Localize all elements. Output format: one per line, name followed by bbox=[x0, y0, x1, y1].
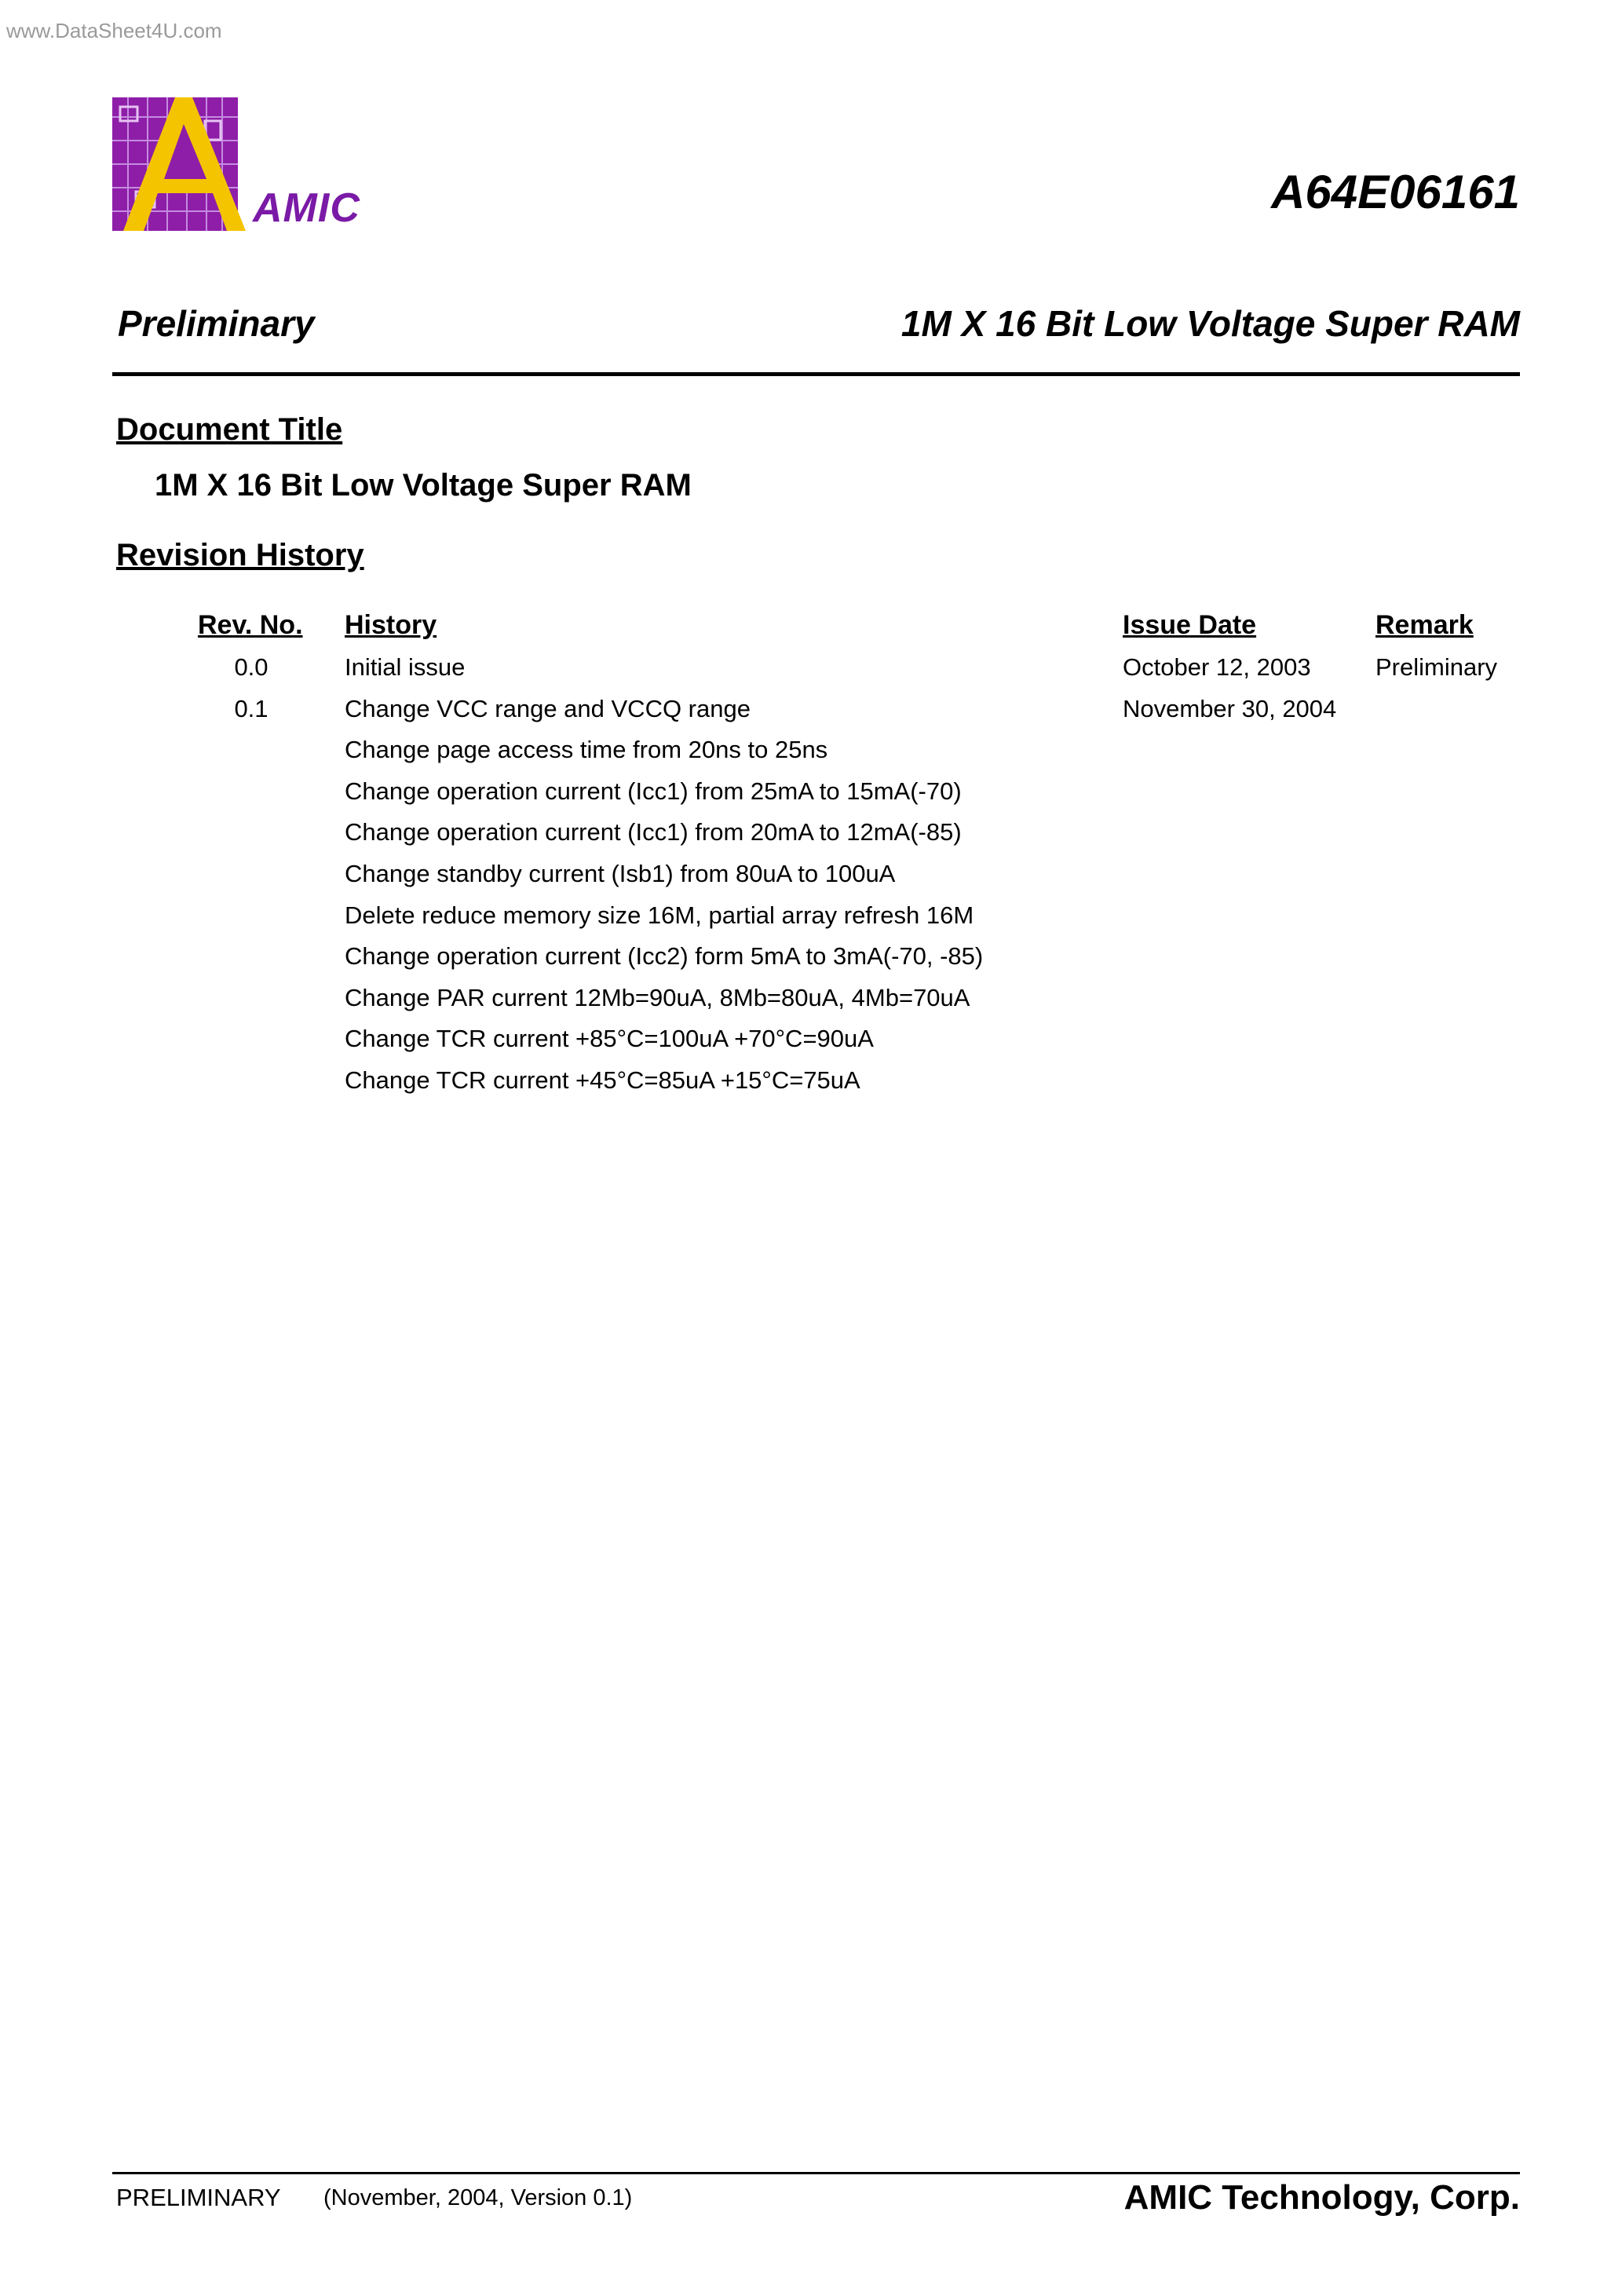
row-history: Change PAR current 12Mb=90uA, 8Mb=80uA, 4Mb=70uA bbox=[345, 984, 970, 1011]
row-history: Change operation current (Icc2) form 5mA to 3mA(-70, -85) bbox=[345, 942, 984, 970]
document-title-heading: Document Title bbox=[116, 412, 343, 447]
document-status: Preliminary bbox=[118, 303, 315, 344]
footer-version: (November, 2004, Version 0.1) bbox=[323, 2185, 633, 2210]
column-header-rev-no: Rev. No. bbox=[198, 610, 303, 640]
part-number: A64E06161 bbox=[1271, 166, 1520, 218]
footer-status: PRELIMINARY bbox=[116, 2184, 281, 2211]
row-history: Change VCC range and VCCQ range bbox=[345, 695, 751, 722]
row-history: Change page access time from 20ns to 25ns bbox=[345, 736, 828, 763]
column-header-history: History bbox=[345, 610, 437, 640]
row-history: Change TCR current +45°C=85uA +15°C=75uA bbox=[345, 1066, 860, 1094]
row-history: Change operation current (Icc1) from 25mA to 15mA(-70) bbox=[345, 777, 962, 805]
header-divider bbox=[112, 372, 1520, 376]
row-history: Change operation current (Icc1) from 20mA to 12mA(-85) bbox=[345, 818, 962, 846]
row-issue-date: October 12, 2003 bbox=[1123, 653, 1311, 681]
row-issue-date: November 30, 2004 bbox=[1123, 695, 1337, 722]
footer-divider bbox=[112, 2172, 1520, 2174]
row-rev-no: 0.0 bbox=[234, 653, 269, 681]
row-history: Change TCR current +85°C=100uA +70°C=90uA bbox=[345, 1025, 874, 1052]
column-header-remark: Remark bbox=[1375, 610, 1474, 640]
footer-company: AMIC Technology, Corp. bbox=[1123, 2178, 1520, 2217]
amic-logo-text: AMIC bbox=[253, 185, 360, 231]
row-history: Initial issue bbox=[345, 653, 466, 681]
document-subtitle: 1M X 16 Bit Low Voltage Super RAM bbox=[901, 303, 1520, 344]
row-rev-no: 0.1 bbox=[234, 695, 269, 722]
document-title: 1M X 16 Bit Low Voltage Super RAM bbox=[155, 468, 692, 503]
column-header-issue-date: Issue Date bbox=[1123, 610, 1257, 640]
watermark-text: www.DataSheet4U.com bbox=[6, 19, 222, 42]
revision-history-heading: Revision History bbox=[116, 538, 364, 572]
row-history: Change standby current (Isb1) from 80uA to 100uA bbox=[345, 860, 896, 887]
row-remark: Preliminary bbox=[1375, 653, 1498, 681]
row-history: Delete reduce memory size 16M, partial array refresh 16M bbox=[345, 901, 974, 929]
